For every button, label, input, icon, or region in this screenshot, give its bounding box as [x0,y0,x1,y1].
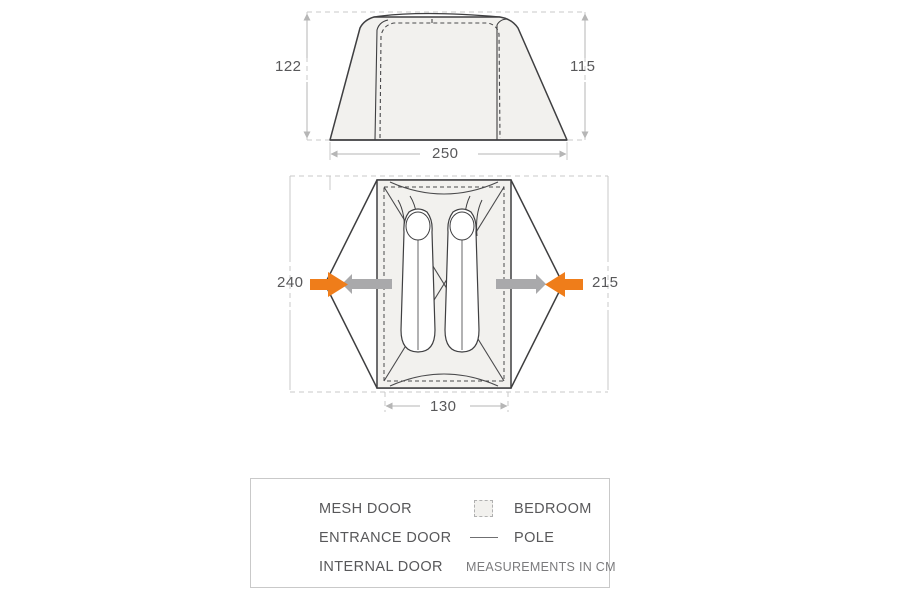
legend-label-internal-door: INTERNAL DOOR [319,559,443,575]
legend-label-entrance-door: ENTRANCE DOOR [319,530,452,546]
legend-item-pole [466,524,606,552]
legend-label-bedroom: BEDROOM [514,501,592,517]
elevation-fill [330,17,567,140]
legend-left-column [271,479,461,587]
sleeping-bag-left [401,209,435,352]
legend-item-mesh-door [271,495,461,523]
legend-panel [250,478,616,588]
sleeping-bag-right [445,209,479,352]
label-inner-width-130: 130 [430,398,457,415]
legend-item-internal-door [271,553,461,581]
floorplan-view [290,176,608,412]
label-width-240: 240 [277,274,304,291]
legend-note-text: MEASUREMENTS IN CM [466,560,616,574]
label-height-right: 115 [570,58,596,75]
internal-door-icon-slot [271,556,311,578]
label-height-left: 122 [275,58,302,75]
pole-line-icon [466,527,506,549]
legend-item-entrance-door [271,524,461,552]
label-width-215: 215 [592,274,619,291]
legend-measurement-note [466,553,616,581]
elevation-view [307,12,585,160]
legend-label-pole: POLE [514,530,555,546]
entrance-door-icon-slot [271,527,311,549]
mesh-door-icon-slot [271,498,311,520]
legend-right-column [466,479,616,587]
bedroom-swatch-icon [466,498,506,520]
legend-item-bedroom [466,495,606,523]
legend-label-mesh-door: MESH DOOR [319,501,413,517]
label-width-250: 250 [432,145,459,162]
